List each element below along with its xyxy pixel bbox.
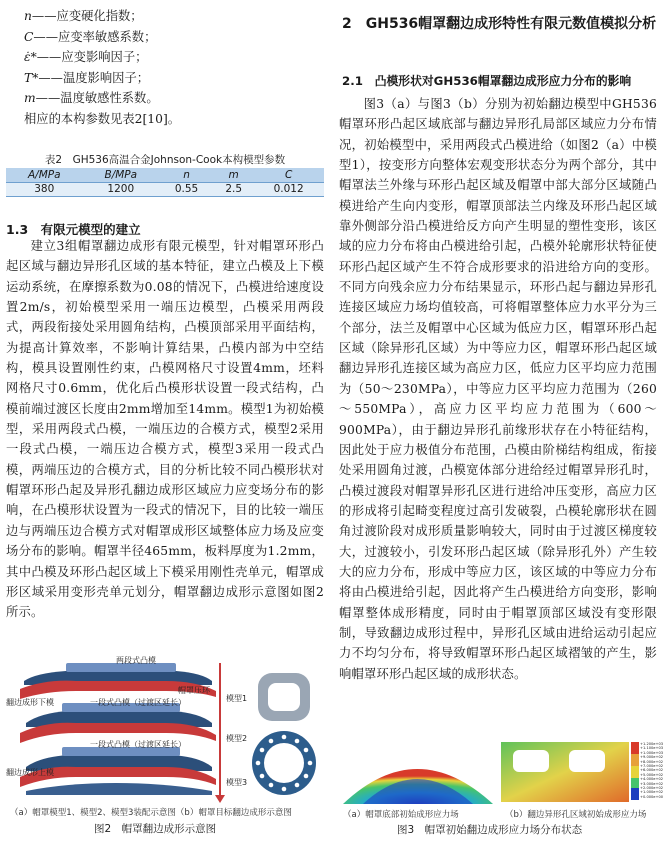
table-cell: 1200 (83, 182, 160, 196)
section-2-1-text: 图3（a）与图3（b）分别为初始翻边模型中GH536帽罩环形凸起区域底部与翻边异形孔局部区域应力分布情况，初始模型中，采用两段式凸模进给（如图2（a）中模型1），按变形方向整体宏观变形状态分为两个部分，其中帽罩法兰外缘与环形凸起区域及帽罩中部大部分区域随凸模进给产生向内变形，帽罩顶部法兰内缘及环形凸起区域靠外侧部分沿凸模进给反方向产生明显的塑性变形，该区域的应力分布将由凸模进给引起，凸模外轮廓形状特征使环形凸起区域产生不符合成形要求的沿进给方向的变形。不同方向残余应力分布结果显示，环形凸起与翻边异形孔连接区域应力场均值较高，可将帽罩整体应力水平分为三个部分，法兰及帽罩中心区域为低应力区，帽罩环形凸起区域（除异形孔区域）为中等应力区，帽罩环形凸起区域翻边异形孔连接区域为高应力区，低应力区平均应力范围为（50～230MPa），中等应力区平均应力范围为（260～550MPa），高应力区平均应力范围为（600～900MPa），由于翻边异形孔前缘形状存在小特征结构，因此处于应力极值分布范围，凸模由阶梯结构组成，衔接处采用圆角过渡，凸模宽体部分进给经过帽罩异形孔时，凸模过渡段对帽罩异形孔区进行进给冲压变形，高应力区的形成将引起畸变程度过高引发破裂，凸模轮廓形状在圆角过渡阶段对成形质量影响较大，同时由于过渡区梯度较大，过渡较小，引发环形凸起区域（除异形孔外）产生较大的应力分布，形成中等应力区，该区域的中等应力分布将由凸模进给引起，因此将产生凸模进给方向变形，影响帽罩整体成形精度，同时由于帽罩顶部区域没有变形限制，导致翻边成形过程中，异形孔区域由进给运动引起应力不均匀分布，将导致帽罩环形凸起区域褶皱的产生，影响帽罩环形凸起区域的成形状态。 (339, 97, 657, 681)
figure-3 (337, 740, 663, 840)
section-1-3-text: 建立3组帽罩翻边成形有限元模型，针对帽罩环形凸起区域与翻边异形孔区域的基本特征，建立凸模及上下模运动系统，在摩擦系数为0.08的情况下，凸模进给速度设置2m/s，初始模型采用一端压边模型，凸模采用两段式，两段衔接处采用圆角结构，凸模顶部采用平面结构，为提高计算效率，不影响计算结果，凸模内部为中空结构，模具设置刚性约束，凸模网格尺寸设置4mm，坯料网格尺寸0.6mm，优化后凸模形状设置一段式结构，凸模前端过渡区长度由2mm增加至14mm。模型1为初始模型，采用两段式凸模，一端压边的合模方式，模型2采用一段式凸模，一端压边合模方式，模型3采用一段式凸模，两端压边的合模方式，目的分析比较不同凸模形状对帽罩环形凸起及异形孔翻边成形区域应力应变场分布的影响，在凸模形状设置为一段式的情况下，目的比较一端压边与两端压边合模方式对帽罩成形区域整体应力场及应变场分布的影响。帽罩半径465mm，板料厚度为1.2mm，其中凸模及环形凸起区域上下模采用刚性壳单元，帽罩成形区域采用变形壳单元划分，帽罩翻边成形示意图如图2所示。 (6, 239, 324, 620)
label-model-3: 模型3 (226, 778, 248, 787)
table-cell: 380 (6, 182, 83, 196)
label-one-stage-punch-1: 一段式凸模（过渡区延长） (90, 698, 186, 707)
label-model-2: 模型2 (226, 734, 248, 743)
label-one-stage-punch-2: 一段式凸模（过渡区延长） (90, 740, 186, 749)
def-temperature: T*——温度影响因子； (24, 70, 150, 85)
label-flange-upper-die: 翻边成形上模 (6, 768, 54, 777)
figure-3-caption: 图3 帽罩初始翻边成形应力场分布状态 (397, 824, 583, 836)
section-1-3-heading: 1.3 有限元模型的建立 (6, 222, 141, 237)
figure-2-caption: 图2 帽罩翻边成形示意图 (94, 823, 217, 835)
figure-3b-subcaption: （b）翻边异形孔区域初始成形应力场 (505, 810, 647, 820)
stress-legend: +1.200e+03 +1.100e+03 +1.000e+03 +9.000e+02 +8.000e+02 +7.000e+02 +6.000e+02 +5.000e+02 +4.000e+02 +3.000e+02 +2.000e+02 +1.000e+02 +0.000e+00 (640, 742, 663, 799)
label-press-ring: 帽罩压环 (178, 686, 210, 695)
def-strain-rate: ε̇*——应变影响因子； (24, 50, 148, 65)
label-flange-lower-die: 翻边成形下模 (6, 698, 54, 707)
figure-2-illustration (6, 655, 324, 805)
table-cell: 0.012 (253, 182, 324, 196)
figure-2-subcaption: （a）帽罩模型1、模型2、模型3装配示意图（b）帽罩目标翻边成形示意图 (10, 808, 292, 818)
table-header: m (214, 168, 253, 182)
table-header: B/MPa (83, 168, 160, 182)
label-two-stage-punch: 两段式凸模 (116, 656, 156, 665)
figure-3a-subcaption: （a）帽罩底部初始成形应力场 (343, 810, 459, 820)
table-cell: 2.5 (214, 182, 253, 196)
figure-3-illustration (337, 740, 660, 804)
jc-params-table (6, 168, 324, 197)
table-header: A/MPa (6, 168, 83, 182)
symbol-definitions (24, 6, 314, 130)
def-c: C——应变率敏感系数； (24, 29, 157, 44)
table-cell: 0.55 (159, 182, 214, 196)
table-header: n (159, 168, 214, 182)
figure-2 (6, 655, 324, 835)
section-2-heading: 2 GH536帽罩翻边成形特性有限元数值模拟分析 (342, 16, 657, 32)
section-2-1-heading: 2.1 凸模形状对GH536帽罩翻边成形应力分布的影响 (342, 74, 632, 88)
table2-caption: 表2 GH536高温合金Johnson-Cook本构模型参数 (44, 154, 286, 166)
label-model-1: 模型1 (226, 694, 248, 703)
def-n: n——应变硬化指数； (24, 9, 143, 23)
table-header: C (253, 168, 324, 182)
def-m: m——温度敏感性系数。 (24, 91, 159, 106)
params-note: 相应的本构参数见表2[10]。 (24, 111, 181, 126)
table-row (6, 182, 324, 196)
table-header-row (6, 168, 324, 182)
